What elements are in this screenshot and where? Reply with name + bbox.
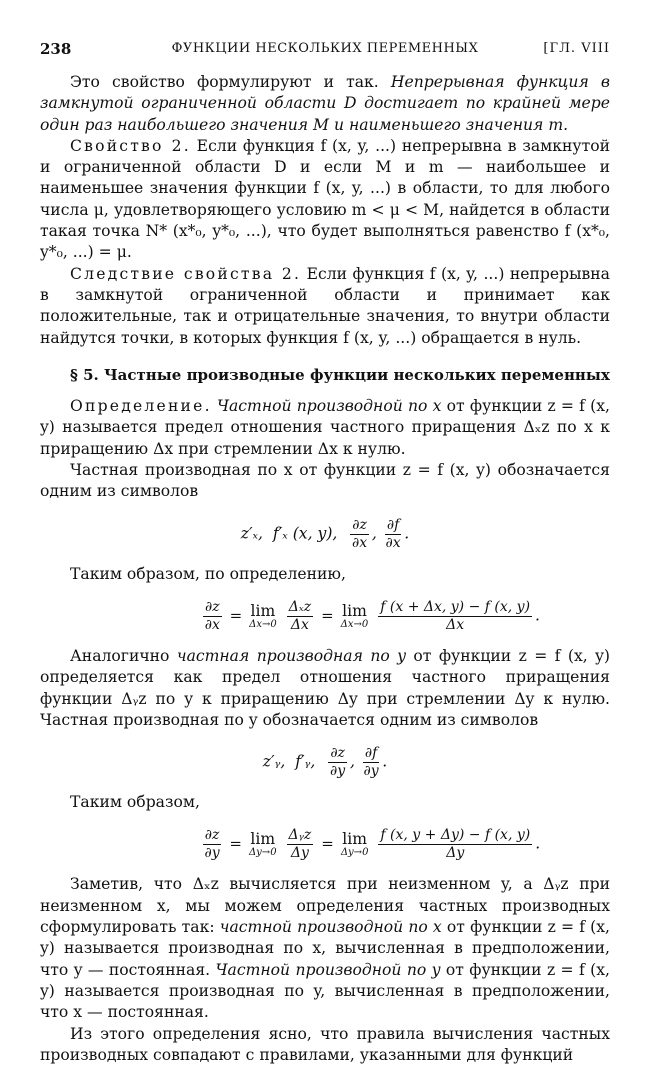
paragraph-thus: Таким образом, xyxy=(40,792,610,813)
numerator: f (x + Δx, y) − f (x, y) xyxy=(378,599,532,617)
numerator: ∂z xyxy=(203,827,222,845)
lim-subscript: Δy→0 xyxy=(249,847,277,858)
fraction-dz-dx xyxy=(203,599,222,634)
lim-text: lim xyxy=(341,831,369,847)
chapter-ref: [ГЛ. VIII xyxy=(543,41,610,56)
denominator: Δy xyxy=(378,845,532,862)
numerator: ∂z xyxy=(328,745,347,763)
fraction-increment-ratio xyxy=(287,599,313,634)
denominator: ∂y xyxy=(328,763,347,780)
fraction-dz-dy xyxy=(203,827,222,862)
fraction-df-dy xyxy=(363,745,379,780)
text: от функции z = f (x, y) называется производная по y, вычисленная в предположении, что x — постоянная. xyxy=(40,961,610,1022)
paragraph-property-restatement xyxy=(40,72,610,136)
property-label: Свойство 2. xyxy=(70,137,191,155)
lim-text: lim xyxy=(249,831,277,847)
numerator: Δᵧz xyxy=(287,827,314,845)
text: Если функция f (x, y, ...) непрерывна в замкнутой ограниченной области и принимает как положительные, так и отрицательные значения, то внутри области найдутся точки, в которых функция f (x, y, ...) обращается в нуль. xyxy=(40,265,610,347)
numerator: ∂f xyxy=(385,517,401,535)
fraction-df-dx xyxy=(385,517,401,552)
numerator: ∂z xyxy=(203,599,222,617)
limit-operator xyxy=(341,603,369,630)
text: от функции z = f (x, y) называется производная по x, вычисленная в предположении, что y — постоянная. xyxy=(40,918,610,979)
page-number: 238 xyxy=(40,40,71,58)
page-body xyxy=(40,72,610,1066)
denominator: ∂x xyxy=(350,535,369,552)
section-title: § 5. Частные производные функции нескольких переменных xyxy=(40,365,610,386)
emphasis-text: Частной производной по x xyxy=(212,397,442,415)
emphasis-text: частной производной по x xyxy=(220,918,442,936)
emphasis-text: Непрерывная функция в замкнутой ограниченной области D достигает по крайней мере один раз наибольшего значения M и наименьшего значения m. xyxy=(40,73,610,134)
equals-sign: = xyxy=(230,606,243,624)
fraction-dz-dx xyxy=(350,517,369,552)
fraction-difference-quotient xyxy=(378,599,532,634)
lim-subscript: Δx→0 xyxy=(341,619,369,630)
denominator: ∂y xyxy=(203,845,222,862)
period: . xyxy=(535,835,540,853)
lim-subscript: Δx→0 xyxy=(249,619,277,630)
paragraph-definition-x xyxy=(40,396,610,460)
denominator: ∂y xyxy=(363,763,379,780)
emphasis-text: частная производная по y xyxy=(177,647,406,665)
lim-text: lim xyxy=(249,603,277,619)
text: от функции z = f (x, y) называется предел отношения частного приращения Δₓz по x к приращению Δx при стремлении Δx к нулю. xyxy=(40,397,610,458)
equals-sign: = xyxy=(321,606,334,624)
lim-subscript: Δy→0 xyxy=(341,847,369,858)
formula-partial-y xyxy=(40,827,610,862)
text: Заметив, что Δₓz вычисляется при неизменном y, а Δᵧz при неизменном x, мы можем определения частных производных сформулировать так: xyxy=(40,875,610,936)
text: Если функция f (x, y, ...) непрерывна в замкнутой и ограниченной области D и если M и m — наибольшее и наименьшее значения функции f (x, y, ...) в области, то для любого числа μ, удовлетворяющего условию m < μ < M, найдется в области такая точка N* (x*₀, y*₀, ...), что будет выполняться равенство f (x*₀, y*₀, ...) = μ. xyxy=(40,137,610,261)
limit-operator xyxy=(341,831,369,858)
limit-operator xyxy=(249,603,277,630)
formula-partial-x xyxy=(40,599,610,634)
text: Аналогично xyxy=(70,647,177,665)
running-head xyxy=(40,40,610,60)
text: от функции z = f (x, y) определяется как предел отношения частного приращения функции Δᵧz по y к приращению Δy при стремлении Δy к нулю. Частная производная по y обозначается одним из символов xyxy=(40,647,610,729)
denominator: ∂x xyxy=(385,535,401,552)
numerator: ∂z xyxy=(350,517,369,535)
paragraph-rules: Из этого определения ясно, что правила вычисления частных производных совпадают с правилами, указанными для функций xyxy=(40,1024,610,1066)
fraction-dz-dy xyxy=(328,745,347,780)
paragraph-definition-y xyxy=(40,646,610,731)
formula-symbols-y: z′ᵧ, f′ᵧ, $\frac{\partial z}{\partial y}$ , $\frac{\partial f}{\partial y}$ . xyxy=(40,745,610,780)
equals-sign: = xyxy=(321,835,334,853)
numerator: ∂f xyxy=(363,745,379,763)
fraction-increment-ratio xyxy=(287,827,314,862)
symbol-zy: z′ᵧ, xyxy=(263,753,286,771)
lim-text: lim xyxy=(341,603,369,619)
equals-sign: = xyxy=(229,835,242,853)
denominator: Δx xyxy=(287,617,313,634)
text: Это свойство формулируют и так. xyxy=(70,73,391,91)
paragraph-notation-x: Частная производная по x от функции z = f (x, y) обозначается одним из символов xyxy=(40,460,610,503)
symbol-fx: f′ₓ (x, y), xyxy=(273,524,337,542)
symbol-zx: z′ₓ, xyxy=(241,524,263,542)
paragraph-corollary xyxy=(40,264,610,349)
paragraph-remark xyxy=(40,874,610,1023)
paragraph-property-2 xyxy=(40,136,610,264)
formula-symbols-x: z′ₓ, f′ₓ (x, y), $\frac{\partial z}{\partial x}$ , $\frac{\partial f}{\partial x}$ . xyxy=(40,517,610,552)
numerator: f (x, y + Δy) − f (x, y) xyxy=(378,827,532,845)
denominator: ∂x xyxy=(203,617,222,634)
denominator: Δy xyxy=(287,845,314,862)
corollary-label: Следствие свойства 2. xyxy=(70,265,301,283)
period: . xyxy=(535,606,540,624)
fraction-difference-quotient xyxy=(378,827,532,862)
running-title: ФУНКЦИИ НЕСКОЛЬКИХ ПЕРЕМЕННЫХ xyxy=(40,41,610,56)
denominator: Δx xyxy=(378,617,532,634)
definition-label: Определение. xyxy=(70,397,212,415)
emphasis-text: Частной производной по y xyxy=(216,961,441,979)
paragraph-thus-definition: Таким образом, по определению, xyxy=(40,564,610,585)
limit-operator xyxy=(249,831,277,858)
numerator: Δₓz xyxy=(287,599,313,617)
symbol-fy: f′ᵧ, xyxy=(295,753,315,771)
